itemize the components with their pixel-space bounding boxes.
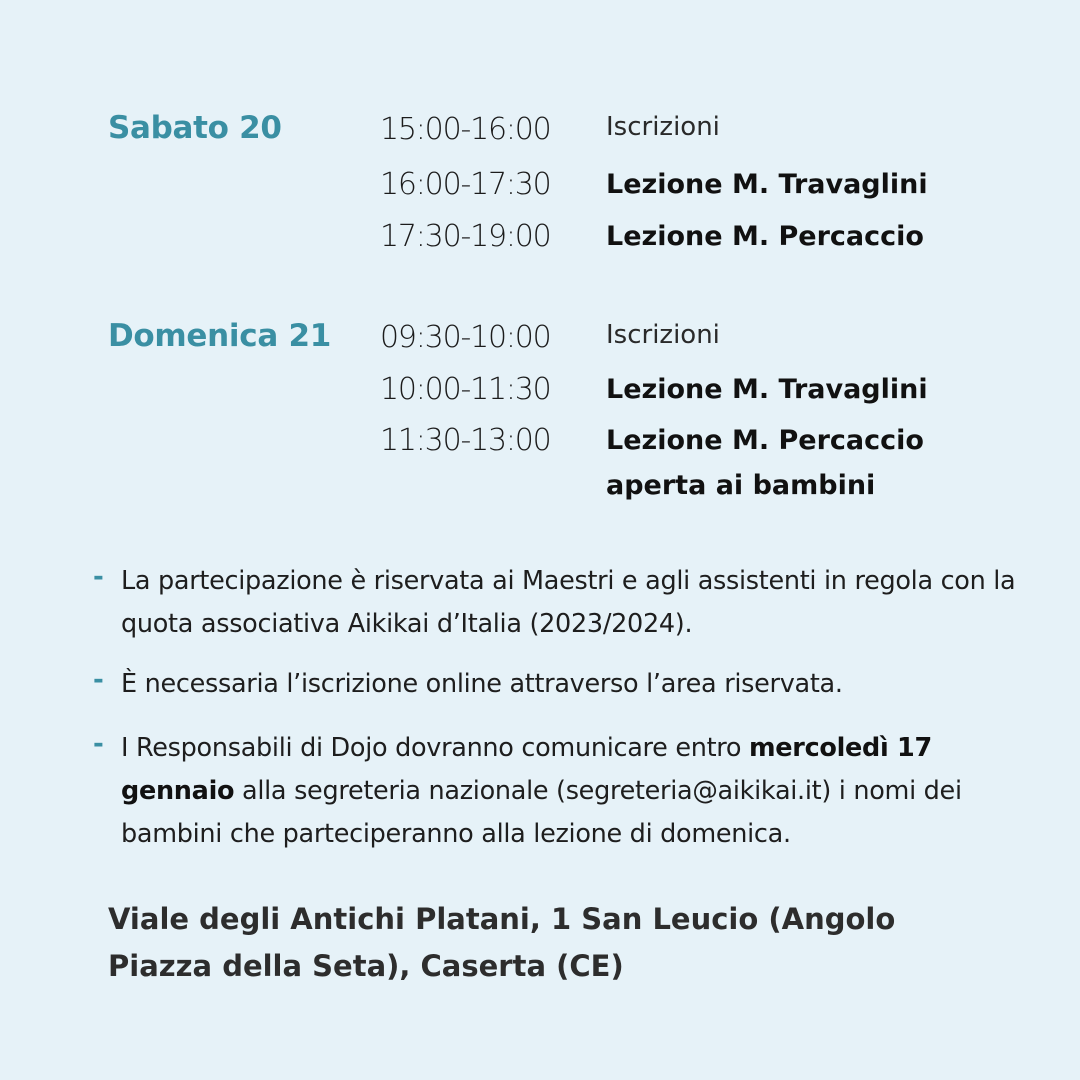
time-slot: 10:00-11:30 — [380, 372, 551, 407]
day-label: Sabato 20 — [108, 110, 282, 146]
activity-label: Iscrizioni — [606, 320, 720, 350]
activity-label: Lezione M. Percaccio — [606, 221, 924, 252]
venue-address: Viale degli Antichi Platani, 1 San Leucio (Angolo Piazza della Seta), Caserta (CE) — [108, 902, 896, 983]
dash-bullet-icon: - — [93, 562, 104, 592]
time-slot: 11:30-13:00 — [380, 423, 551, 458]
dash-bullet-icon: - — [93, 729, 104, 759]
note-text: È necessaria l’iscrizione online attraverso l’area riservata. — [121, 669, 843, 699]
activity-label: Lezione M. Travaglini — [606, 374, 928, 405]
dash-bullet-icon: - — [93, 665, 104, 695]
time-slot: 17:30-19:00 — [380, 219, 551, 254]
activity-label: Lezione M. Percaccio — [606, 425, 924, 456]
note-text-part: alla segreteria nazionale (segreteria@aikikai.it) i nomi dei bambini che parteciperanno alla lezione di domenica. — [121, 776, 962, 849]
activity-label-line2: aperta ai bambini — [606, 470, 876, 501]
time-slot: 16:00-17:30 — [380, 167, 551, 202]
note-text-part: I Responsabili di Dojo dovranno comunicare entro — [121, 733, 750, 763]
time-slot: 15:00-16:00 — [380, 112, 551, 147]
day-label: Domenica 21 — [108, 318, 331, 354]
time-slot: 09:30-10:00 — [380, 320, 551, 355]
note-text — [121, 727, 1021, 856]
activity-label: Lezione M. Travaglini — [606, 169, 928, 200]
activity-label: Iscrizioni — [606, 112, 720, 142]
deadline-date: mercoledì 17 gennaio — [121, 733, 932, 806]
note-text: La partecipazione è riservata ai Maestri e agli assistenti in regola con la quota associativa Aikikai d’Italia (2023/2024). — [121, 566, 1016, 639]
